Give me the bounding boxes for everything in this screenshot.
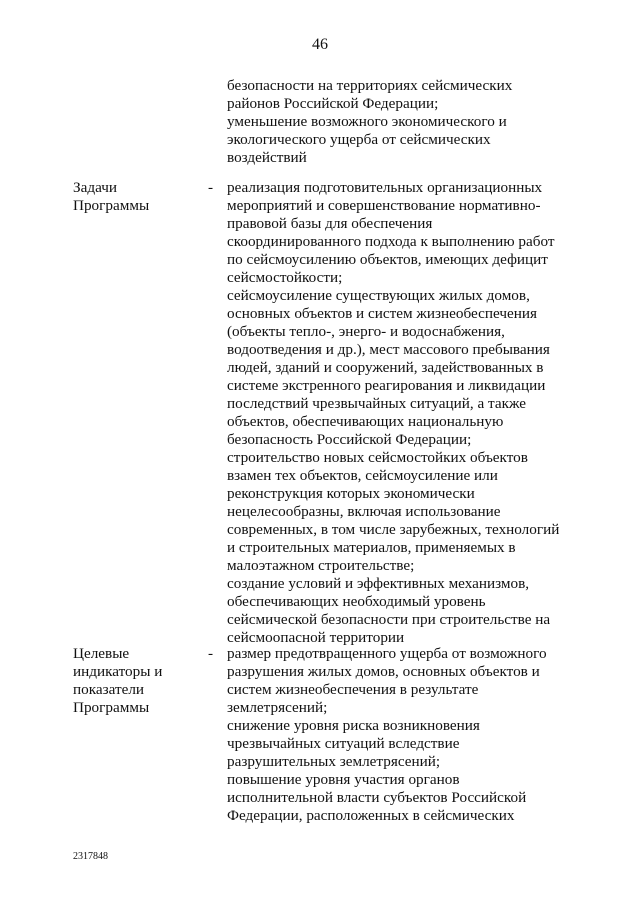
- text-line: сейсмоопасной территории: [227, 629, 405, 646]
- text-line: воздействий: [227, 149, 307, 166]
- text-line: безопасности на территориях сейсмических: [227, 77, 513, 94]
- text-line: Федерации, расположенных в сейсмических: [227, 807, 515, 824]
- text-line: правовой базы для обеспечения: [227, 215, 433, 232]
- text-line: размер предотвращенного ущерба от возможного: [227, 645, 547, 662]
- text-line: обеспечивающих необходимый уровень: [227, 593, 486, 610]
- text-line: разрушительных землетрясений;: [227, 753, 441, 770]
- document-code: 2317848: [73, 851, 108, 862]
- text-line: экологического ущерба от сейсмических: [227, 131, 491, 148]
- text-line: сейсмической безопасности при строительстве на: [227, 611, 551, 628]
- text-line: систем жизнеобеспечения в результате: [227, 681, 479, 698]
- text-line: показатели: [73, 681, 145, 698]
- section-dash: -: [208, 645, 214, 662]
- text-line: людей, зданий и сооружений, задействованных в: [227, 359, 544, 376]
- text-line: реализация подготовительных организационных: [227, 179, 543, 196]
- text-line: Целевые: [73, 645, 130, 662]
- continuation-text: [227, 77, 617, 167]
- text-line: мероприятий и совершенствование нормативно-: [227, 197, 541, 214]
- text-line: водоотведения и др.), мест массового пребывания: [227, 341, 550, 358]
- text-line: создание условий и эффективных механизмов,: [227, 575, 530, 592]
- text-line: реконструкция которых экономически: [227, 485, 475, 502]
- text-line: по сейсмоусилению объектов, имеющих дефицит: [227, 251, 548, 268]
- text-line: основных объектов и систем жизнеобеспечения: [227, 305, 537, 322]
- text-line: малоэтажном строительстве;: [227, 557, 415, 574]
- text-line: разрушения жилых домов, основных объектов и: [227, 663, 540, 680]
- text-line: землетрясений;: [227, 699, 328, 716]
- text-line: и строительных материалов, применяемых в: [227, 539, 516, 556]
- text-line: современных, в том числе зарубежных, технологий: [227, 521, 560, 538]
- text-line: взамен тех объектов, сейсмоусиление или: [227, 467, 498, 484]
- text-line: повышение уровня участия органов: [227, 771, 460, 788]
- section-text: [227, 645, 617, 825]
- text-line: безопасность Российской Федерации;: [227, 431, 472, 448]
- text-line: сейсмоусиление существующих жилых домов,: [227, 287, 530, 304]
- text-line: (объекты тепло-, энерго- и водоснабжения,: [227, 323, 505, 340]
- text-line: Программы: [73, 699, 150, 716]
- text-line: уменьшение возможного экономического и: [227, 113, 507, 130]
- section-label: [73, 645, 193, 717]
- text-line: системе экстренного реагирования и ликвидации: [227, 377, 546, 394]
- section-dash: -: [208, 179, 214, 196]
- text-line: скоординированного подхода к выполнению работ: [227, 233, 555, 250]
- text-line: Программы: [73, 197, 150, 214]
- text-line: индикаторы и: [73, 663, 163, 680]
- page-number: 46: [312, 36, 328, 53]
- section-text: [227, 179, 617, 647]
- text-line: сейсмостойкости;: [227, 269, 343, 286]
- text-line: снижение уровня риска возникновения: [227, 717, 480, 734]
- text-line: строительство новых сейсмостойких объектов: [227, 449, 528, 466]
- text-line: объектов, обеспечивающих национальную: [227, 413, 504, 430]
- text-line: последствий чрезвычайных ситуаций, а также: [227, 395, 526, 412]
- text-line: Задачи: [73, 179, 117, 196]
- section-label: [73, 179, 193, 215]
- text-line: нецелесообразны, включая использование: [227, 503, 501, 520]
- text-line: чрезвычайных ситуаций вследствие: [227, 735, 460, 752]
- text-line: исполнительной власти субъектов Российской: [227, 789, 527, 806]
- text-line: районов Российской Федерации;: [227, 95, 439, 112]
